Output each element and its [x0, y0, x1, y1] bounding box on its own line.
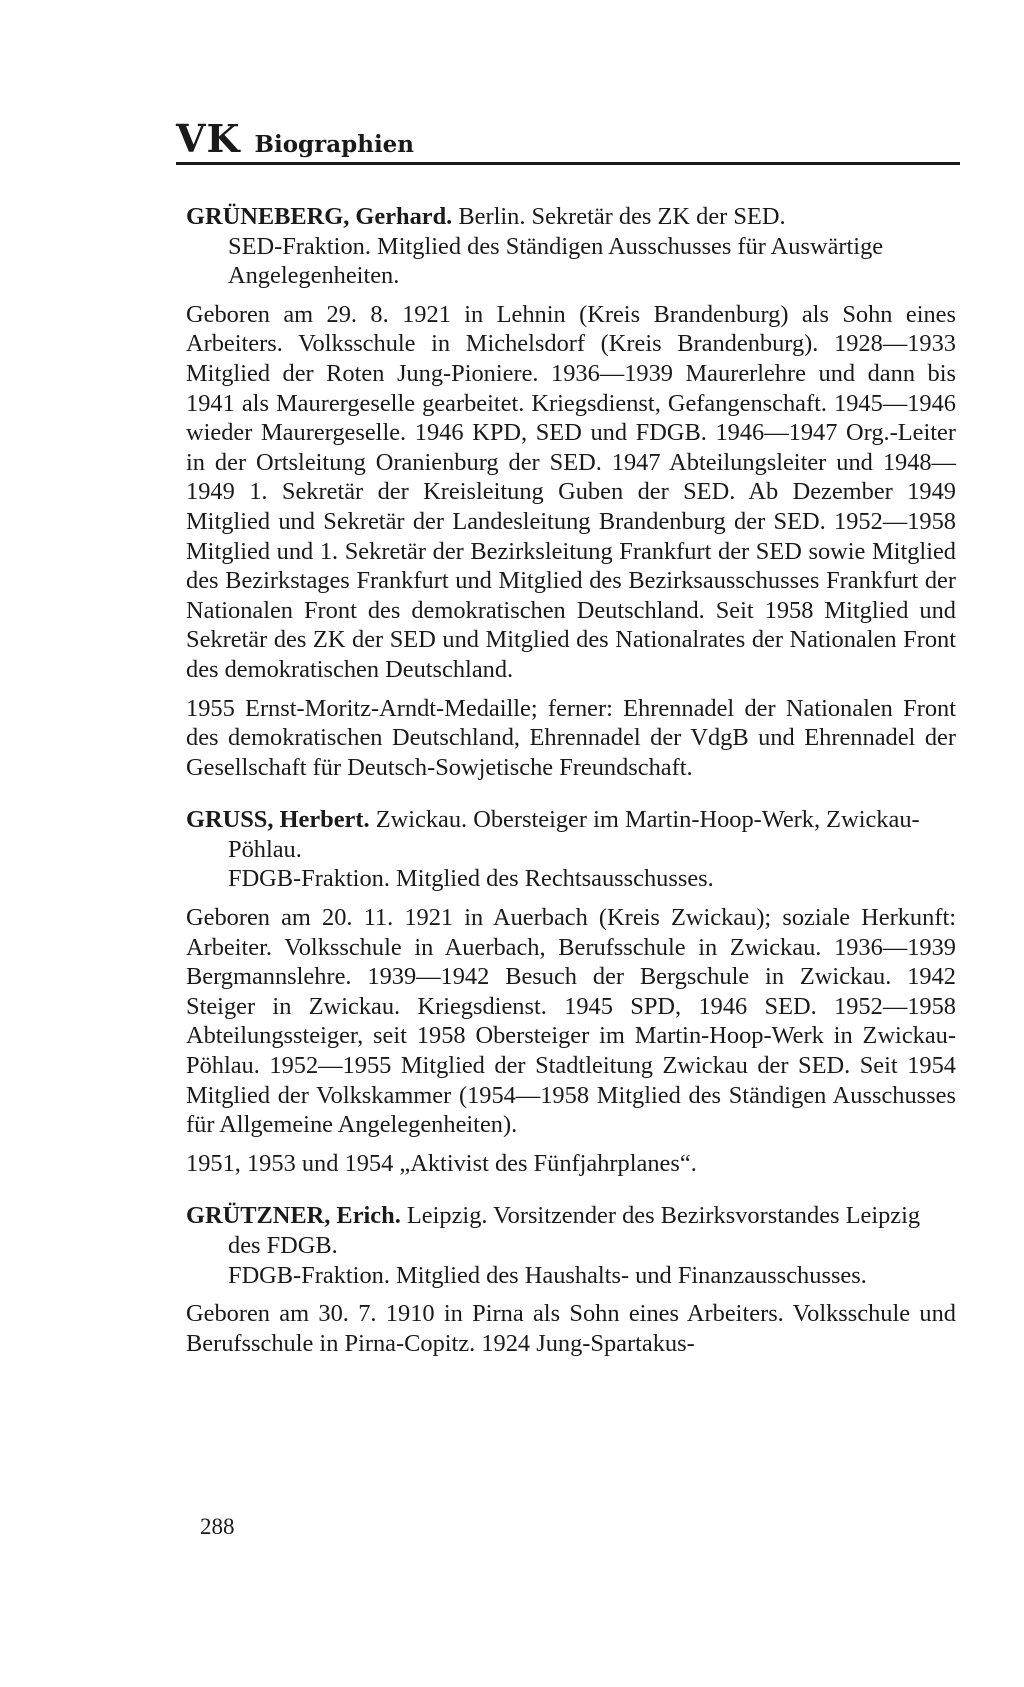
biography-entry-gruss [186, 805, 956, 1178]
page-number: 288 [200, 1514, 235, 1539]
page-body [186, 202, 956, 1381]
section-title: Biographien [254, 131, 415, 158]
person-position: Zwickau. Obersteiger im Martin-Hoop-Werk, Zwickau-Pöhlau. [228, 806, 920, 863]
person-biography: Geboren am 29. 8. 1921 in Lehnin (Kreis Brandenburg) als Sohn eines Arbeiters. Volksschule in Michelsdorf (Kreis Brandenburg). 1928—1933 Mitglied der Roten Jung-Pioniere. 1936—1939 Maurerlehre und dann bis 1941 als Maurergeselle gearbeitet. Kriegsdienst, Gefangenschaft. 1945—1946 wieder Maurergeselle. 1946 KPD, SED und FDGB. 1946—1947 Org.-Leiter in der Ortsleitung Oranienburg der SED. 1947 Abteilungsleiter und 1948—1949 1. Sekretär der Kreisleitung Guben der SED. Ab Dezember 1949 Mitglied und Sekretär der Landesleitung Brandenburg der SED. 1952—1958 Mitglied und 1. Sekretär der Bezirksleitung Frankfurt der SED sowie Mitglied des Bezirkstages Frankfurt und Mitglied des Bezirksausschusses Frankfurt der Nationalen Front des demokratischen Deutschland. Seit 1958 Mitglied und Sekretär des ZK der SED und Mitglied des Nationalrates der Nationalen Front des demokratischen Deutschland. [186, 300, 956, 683]
person-position: Berlin. Sekretär des ZK der SED. [458, 203, 786, 230]
person-faction: SED-Fraktion. Mitglied des Ständigen Ausschusses für Auswärtige Angelegenheiten. [228, 232, 884, 290]
person-position: Leipzig. Vorsitzender des Bezirksvorstandes Leipzig des FDGB. [228, 1202, 921, 1259]
person-faction: FDGB-Fraktion. Mitglied des Rechtsausschusses. [228, 865, 714, 893]
entry-heading [186, 805, 956, 864]
person-honors: 1951, 1953 und 1954 „Aktivist des Fünfjahrplanes“. [186, 1149, 697, 1177]
section-mark: VK [176, 116, 241, 161]
biography-entry-grueneberg [186, 202, 956, 782]
person-faction: FDGB-Fraktion. Mitglied des Haushalts- und Finanzausschusses. [228, 1261, 867, 1289]
person-name: GRÜTZNER, Erich. [186, 1202, 401, 1230]
person-name: GRUSS, Herbert. [186, 806, 370, 834]
entry-heading [186, 1201, 956, 1260]
biography-entry-gruetzner [186, 1201, 956, 1358]
person-biography: Geboren am 20. 11. 1921 in Auerbach (Kreis Zwickau); soziale Herkunft: Arbeiter. Volksschule in Auerbach, Berufsschule in Zwickau. 1936—1939 Bergmannslehre. 1939—1942 Besuch der Bergschule in Zwickau. 1942 Steiger in Zwickau. Kriegsdienst. 1945 SPD, 1946 SED. 1952—1958 Abteilungssteiger, seit 1958 Obersteiger im Martin-Hoop-Werk in Zwickau-Pöhlau. 1952—1955 Mitglied der Stadtleitung Zwickau der SED. Seit 1954 Mitglied der Volkskammer (1954—1958 Mitglied des Ständigen Ausschusses für Allgemeine Angelegenheiten). [186, 904, 956, 1139]
person-name: GRÜNEBERG, Gerhard. [186, 203, 453, 230]
running-head [176, 118, 960, 165]
person-honors: 1955 Ernst-Moritz-Arndt-Medaille; ferner: Ehrennadel der Nationalen Front des demokratischen Deutschland, Ehrennadel der VdgB und Ehrennadel der Gesellschaft für Deutsch-Sowjetische Freundschaft. [186, 694, 956, 781]
entry-heading [186, 202, 956, 232]
person-biography: Geboren am 30. 7. 1910 in Pirna als Sohn eines Arbeiters. Volksschule und Berufsschule in Pirna-Copitz. 1924 Jung-Spartakus- [186, 1300, 956, 1357]
